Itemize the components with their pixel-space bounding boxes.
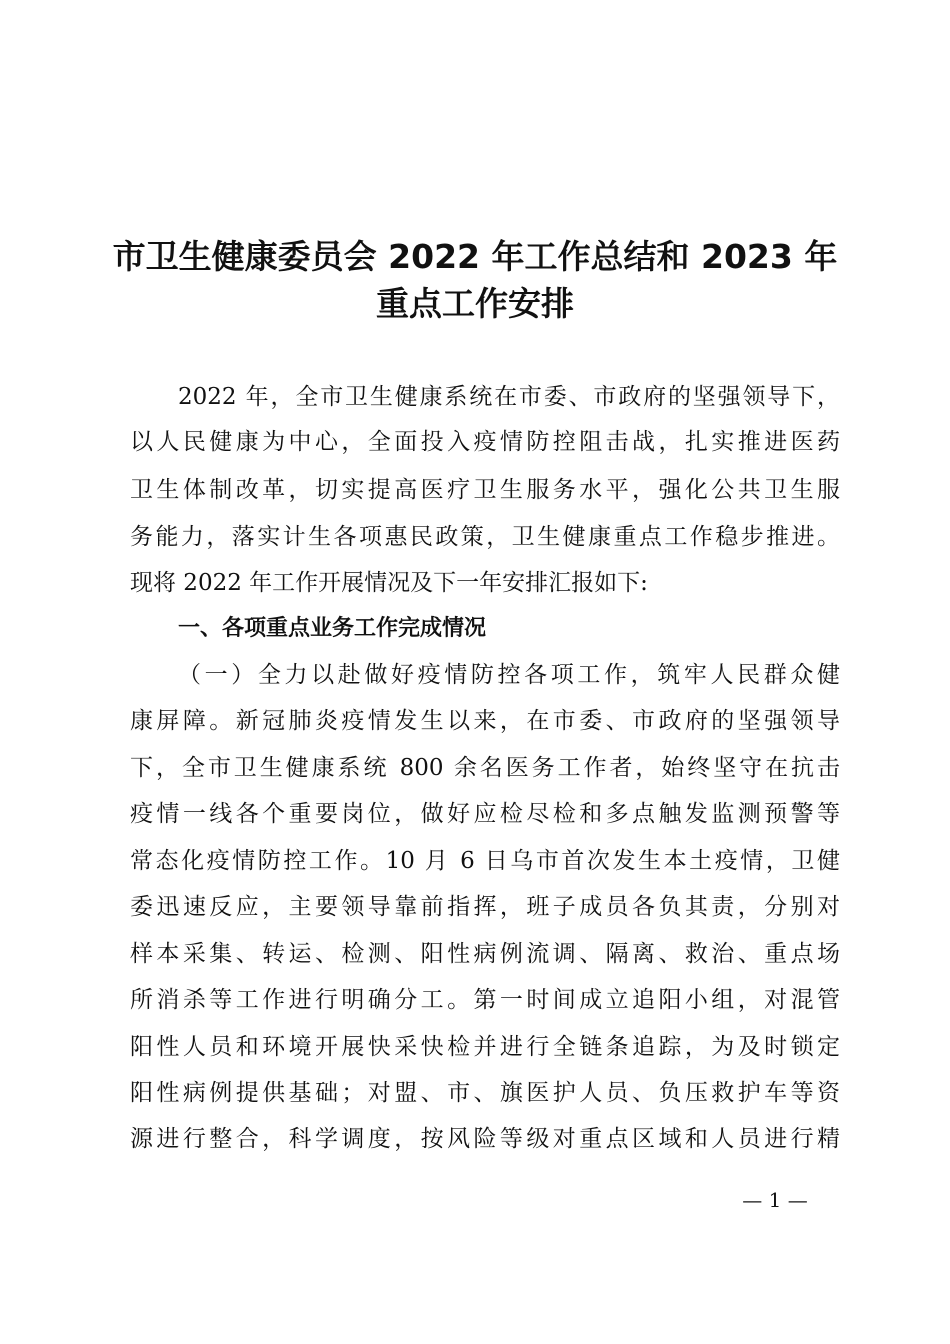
section-line: （一）全力以赴做好疫情防控各项工作，筑牢人民群众健 (178, 662, 840, 688)
intro-line: 以人民健康为中心，全面投入疫情防控阻击战，扎实推进医药 (130, 429, 840, 455)
section-line: 委迅速反应，主要领导靠前指挥，班子成员各负其责，分别对 (130, 894, 840, 920)
section-line: 样本采集、转运、检测、阳性病例流调、隔离、救治、重点场 (130, 941, 840, 967)
section-line: 下，全市卫生健康系统 800 余名医务工作者，始终坚守在抗击 (130, 755, 840, 781)
section-heading: 一、各项重点业务工作完成情况 (178, 616, 487, 641)
intro-line: 2022 年，全市卫生健康系统在市委、市政府的坚强领导下， (178, 384, 840, 410)
section-line: 所消杀等工作进行明确分工。第一时间成立追阳小组，对混管 (130, 987, 840, 1013)
section-line: 常态化疫情防控工作。10 月 6 日乌市首次发生本土疫情，卫健 (130, 848, 840, 874)
intro-line: 卫生体制改革，切实提高医疗卫生服务水平，强化公共卫生服 (130, 477, 840, 503)
section-line: 阳性病例提供基础；对盟、市、旗医护人员、负压救护车等资 (130, 1080, 840, 1106)
section-line: 源进行整合，科学调度，按风险等级对重点区域和人员进行精 (130, 1126, 840, 1152)
page-number: — 1 — (742, 1188, 808, 1212)
intro-line: 务能力，落实计生各项惠民政策，卫生健康重点工作稳步推进。 (130, 524, 840, 550)
section-line: 阳性人员和环境开展快采快检并进行全链条追踪，为及时锁定 (130, 1034, 840, 1060)
document-title-line-1: 市卫生健康委员会 2022 年工作总结和 2023 年 (112, 237, 838, 276)
document-title-line-2: 重点工作安排 (376, 284, 574, 323)
intro-line: 现将 2022 年工作开展情况及下一年安排汇报如下: (130, 570, 648, 596)
section-line: 疫情一线各个重要岗位，做好应检尽检和多点触发监测预警等 (130, 801, 840, 827)
section-line: 康屏障。新冠肺炎疫情发生以来，在市委、市政府的坚强领导 (130, 708, 840, 734)
